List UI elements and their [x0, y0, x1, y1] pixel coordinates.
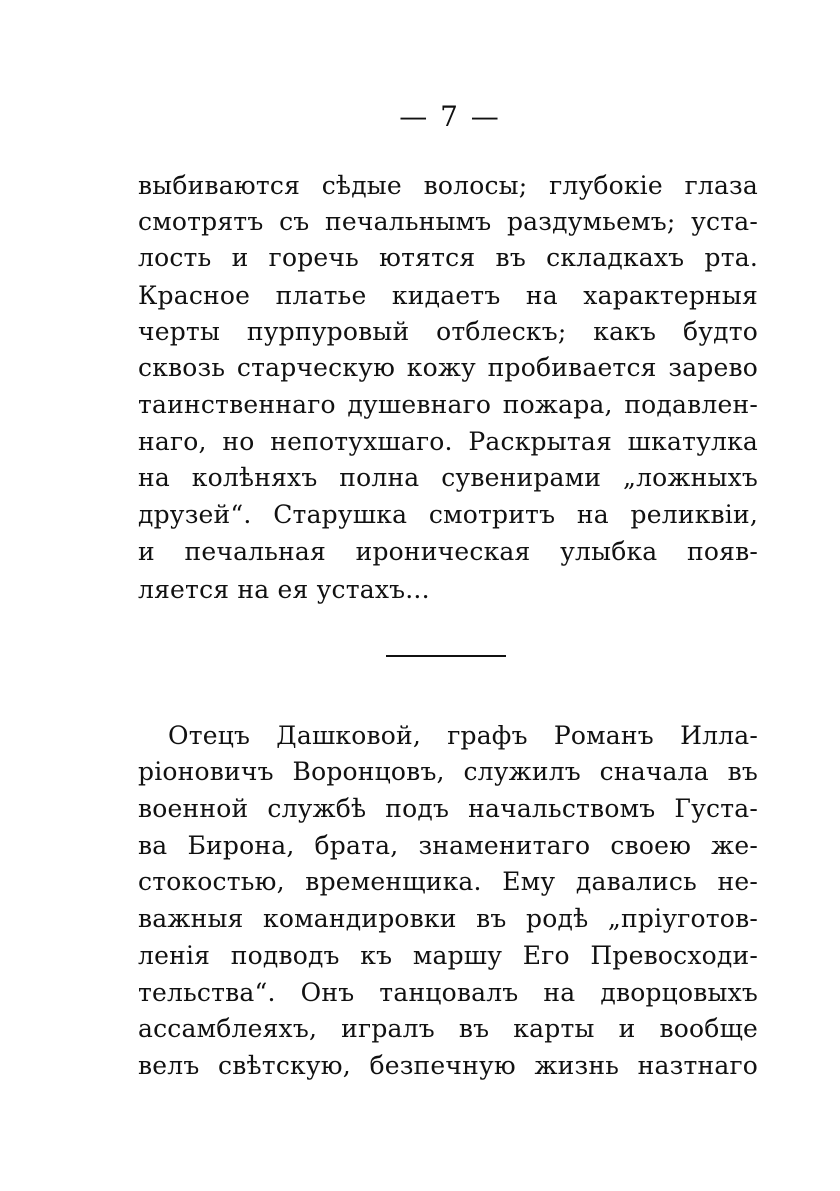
page-number: — 7 — — [399, 100, 501, 133]
text-line: ленія подводъ къ маршу Его Превосходи- — [138, 941, 758, 970]
text-line: на колѣняхъ полна сувенирами „ложныхъ — [138, 463, 758, 492]
text-line: черты пурпуровый отблескъ; какъ будто — [138, 317, 758, 346]
text-line: ва Бирона, брата, знаменитаго своею же- — [138, 831, 758, 860]
text-line: Красное платье кидаетъ на характерныя — [138, 281, 758, 310]
text-line: и печальная ироническая улыбка появ- — [138, 537, 758, 566]
text-line: лость и горечь ютятся въ складкахъ рта. — [138, 243, 758, 272]
text-line: важныя командировки въ родѣ „пріуготов- — [138, 904, 758, 933]
text-line: таинственнаго душевнаго пожара, подавлен- — [138, 390, 758, 419]
text-line: военной службѣ подъ начальствомъ Густа- — [138, 794, 758, 823]
text-line: сквозь старческую кожу пробивается зарево — [138, 353, 758, 382]
text-line: смотрятъ съ печальнымъ раздумьемъ; уста- — [138, 207, 758, 236]
text-line: друзей“. Старушка смотритъ на реликвіи, — [138, 500, 758, 529]
text-line: велъ свѣтскую, безпечную жизнь назтнаго — [138, 1051, 758, 1080]
section-divider — [386, 655, 506, 657]
text-line: тельства“. Онъ танцовалъ на дворцовыхъ — [138, 978, 758, 1007]
text-line: ляется на ея устахъ... — [138, 575, 430, 604]
text-line: стокостью, временщика. Ему давались не- — [138, 867, 758, 896]
text-line: Отецъ Дашковой, графъ Романъ Илла- — [168, 721, 758, 750]
text-line: выбиваются сѣдые волосы; глубокіе глаза — [138, 171, 758, 200]
text-line: наго, но непотухшаго. Раскрытая шкатулка — [138, 427, 758, 456]
text-line: ассамблеяхъ, игралъ въ карты и вообще — [138, 1014, 758, 1043]
text-line: ріоновичъ Воронцовъ, служилъ сначала въ — [138, 757, 758, 786]
